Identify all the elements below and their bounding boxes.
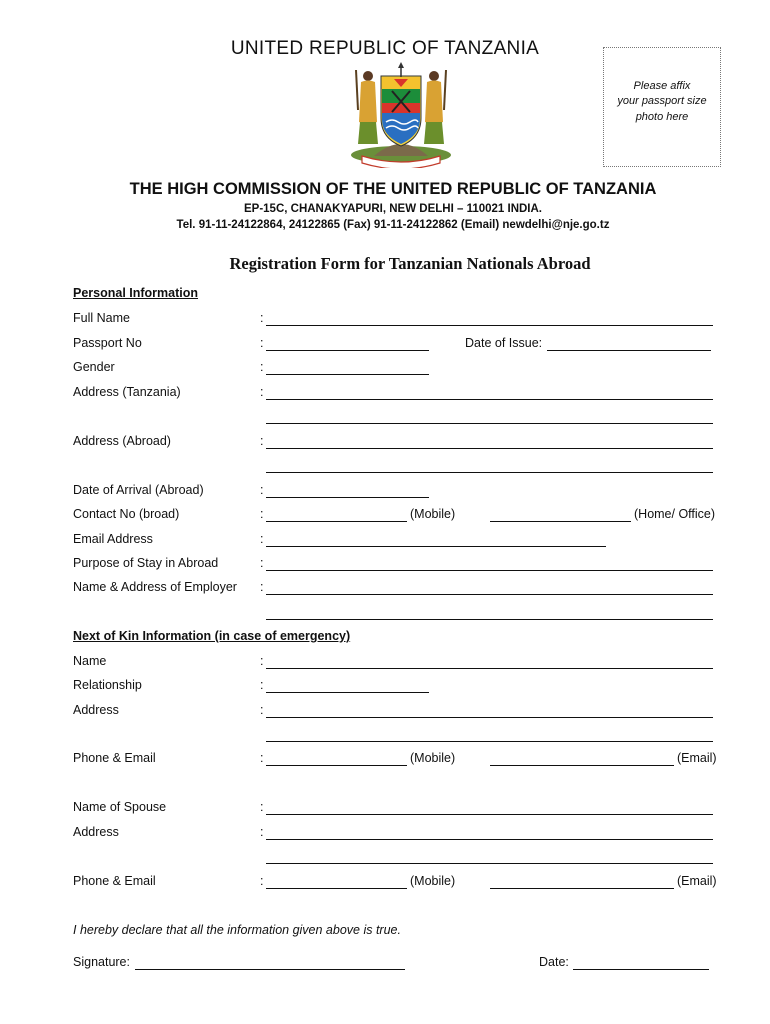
- purpose-field[interactable]: [266, 570, 713, 571]
- full-name-field[interactable]: [266, 325, 713, 326]
- date-field[interactable]: [573, 969, 709, 970]
- relationship-field[interactable]: [266, 692, 429, 693]
- spouse-mobile-field[interactable]: [266, 888, 407, 889]
- spouse-address-field-line2[interactable]: [266, 863, 713, 864]
- kin-name-field[interactable]: [266, 668, 713, 669]
- spouse-address-label: Address: [73, 825, 119, 839]
- address-tanzania-field[interactable]: [266, 399, 713, 400]
- personal-info-heading: Personal Information: [73, 286, 199, 300]
- colon: :: [260, 483, 264, 497]
- mobile-suffix: (Mobile): [410, 874, 456, 888]
- country-title: UNITED REPUBLIC OF TANZANIA: [230, 38, 540, 59]
- colon: :: [260, 311, 264, 325]
- address-tanzania-label: Address (Tanzania): [73, 385, 181, 399]
- signature-label: Signature:: [73, 955, 130, 969]
- photo-instruction-line: Please affix: [633, 79, 691, 92]
- colon: :: [260, 580, 264, 594]
- employer-field[interactable]: [266, 594, 713, 595]
- colon: :: [260, 800, 264, 814]
- kin-email-field[interactable]: [490, 765, 674, 766]
- signature-field[interactable]: [135, 969, 405, 970]
- mobile-suffix: (Mobile): [410, 507, 456, 521]
- colon: :: [260, 434, 264, 448]
- colon: :: [260, 825, 264, 839]
- kin-name-label: Name: [73, 654, 107, 668]
- photo-instruction-line: photo here: [635, 110, 689, 123]
- coat-of-arms-icon: [344, 60, 458, 168]
- colon: :: [260, 874, 264, 888]
- colon: :: [260, 678, 264, 692]
- declaration-text: I hereby declare that all the information given above is true.: [73, 923, 401, 937]
- address-abroad-field-line2[interactable]: [266, 472, 713, 473]
- colon: :: [260, 556, 264, 570]
- form-title: Registration Form for Tanzanian Nationals Abroad: [229, 254, 591, 273]
- kin-phone-email-label: Phone & Email: [73, 751, 156, 765]
- kin-info-heading: Next of Kin Information (in case of emergency): [73, 629, 351, 643]
- date-label: Date:: [539, 955, 569, 969]
- address-tanzania-field-line2[interactable]: [266, 423, 713, 424]
- colon: :: [260, 507, 264, 521]
- kin-address-label: Address: [73, 703, 119, 717]
- contact-mobile-field[interactable]: [266, 521, 407, 522]
- email-label: Email Address: [73, 532, 153, 546]
- colon: :: [260, 751, 264, 765]
- spouse-name-field[interactable]: [266, 814, 713, 815]
- purpose-label: Purpose of Stay in Abroad: [73, 556, 219, 570]
- spouse-address-field[interactable]: [266, 839, 713, 840]
- home-office-suffix: (Home/ Office): [634, 507, 716, 521]
- email-suffix: (Email): [677, 751, 717, 765]
- email-suffix: (Email): [677, 874, 717, 888]
- address-abroad-label: Address (Abroad): [73, 434, 171, 448]
- email-field[interactable]: [266, 546, 606, 547]
- relationship-label: Relationship: [73, 678, 142, 692]
- date-arrival-field[interactable]: [266, 497, 429, 498]
- date-arrival-label: Date of Arrival (Abroad): [73, 483, 204, 497]
- employer-field-line2[interactable]: [266, 619, 713, 620]
- colon: :: [260, 654, 264, 668]
- full-name-label: Full Name: [73, 311, 130, 325]
- kin-address-field-line2[interactable]: [266, 741, 713, 742]
- address-abroad-field[interactable]: [266, 448, 713, 449]
- kin-address-field[interactable]: [266, 717, 713, 718]
- gender-field[interactable]: [266, 374, 429, 375]
- commission-address: EP-15C, CHANAKYAPURI, NEW DELHI – 110021 INDIA.: [243, 203, 543, 215]
- photo-instruction-line: your passport size: [617, 95, 707, 108]
- mobile-suffix: (Mobile): [410, 751, 456, 765]
- passport-no-field[interactable]: [266, 350, 429, 351]
- gender-label: Gender: [73, 360, 115, 374]
- colon: :: [260, 532, 264, 546]
- passport-photo-box: [603, 47, 721, 167]
- contact-home-field[interactable]: [490, 521, 631, 522]
- spouse-name-label: Name of Spouse: [73, 800, 167, 814]
- commission-contact: Tel. 91-11-24122864, 24122865 (Fax) 91-11-24122862 (Email) newdelhi@nje.go.tz: [176, 219, 610, 231]
- kin-mobile-field[interactable]: [266, 765, 407, 766]
- spouse-phone-email-label: Phone & Email: [73, 874, 156, 888]
- commission-title: THE HIGH COMMISSION OF THE UNITED REPUBLIC OF TANZANIA: [129, 180, 657, 198]
- spouse-email-field[interactable]: [490, 888, 674, 889]
- colon: :: [260, 336, 264, 350]
- date-of-issue-label: Date of Issue:: [465, 336, 543, 350]
- colon: :: [260, 703, 264, 717]
- employer-label: Name & Address of Employer: [73, 580, 237, 594]
- passport-no-label: Passport No: [73, 336, 142, 350]
- contact-no-label: Contact No (broad): [73, 507, 180, 521]
- date-of-issue-field[interactable]: [547, 350, 711, 351]
- colon: :: [260, 360, 264, 374]
- colon: :: [260, 385, 264, 399]
